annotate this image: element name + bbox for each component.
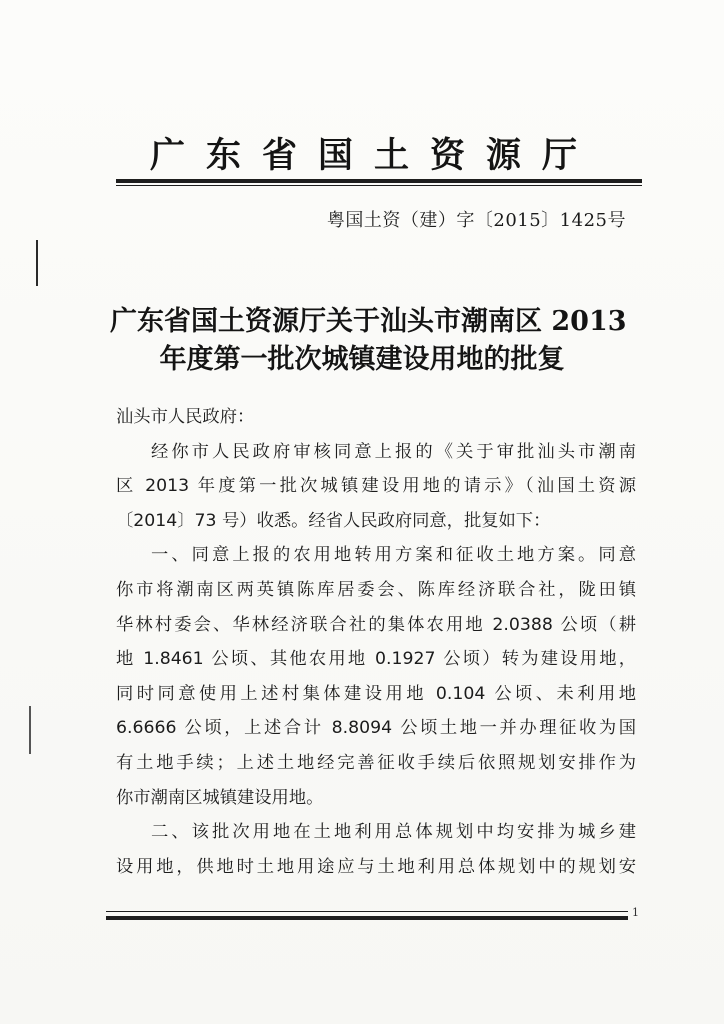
page-number: 1 <box>632 906 639 919</box>
body-line: 经你市人民政府审核同意上报的《关于审批汕头市潮南 <box>151 441 636 462</box>
letterhead-agency-name: 广东省国土资源厅 <box>150 135 599 176</box>
document-title-line: 年度第一批次城镇建设用地的批复 <box>159 344 565 375</box>
letterhead-rule-thick <box>116 179 642 183</box>
footer-rule-thick <box>106 916 628 920</box>
body-line: 有土地手续；上述土地经完善征收手续后依照规划安排作为 <box>116 752 636 773</box>
scan-artifact-mark <box>29 706 31 754</box>
document-body <box>116 400 636 884</box>
body-line: 地 1.8461 公顷、其他农用地 0.1927 公顷）转为建设用地， <box>116 649 636 670</box>
body-line: 〔2014〕73 号）收悉。经省人民政府同意，批复如下： <box>116 510 551 531</box>
body-line: 一、同意上报的农用地转用方案和征收土地方案。同意 <box>151 545 636 566</box>
body-line: 同时同意使用上述村集体建设用地 0.104 公顷、未利用地 <box>116 683 636 704</box>
letterhead-rule-thin <box>116 185 642 186</box>
body-line: 华林村委会、华林经济联合社的集体农用地 2.0388 公顷（耕 <box>116 614 636 635</box>
document-number: 粤国土资（建）字〔2015〕1425号 <box>326 210 626 231</box>
document-title <box>110 303 627 379</box>
footer-rule-thin <box>106 911 628 912</box>
body-line: 你市潮南区城镇建设用地。 <box>116 787 324 808</box>
body-line: 6.6666 公顷，上述合计 8.8094 公顷土地一并办理征收为国 <box>116 718 636 739</box>
body-line: 区 2013 年度第一批次城镇建设用地的请示》（汕国土资源 <box>116 476 636 497</box>
body-line: 你市将潮南区两英镇陈库居委会、陈库经济联合社，陇田镇 <box>116 579 636 600</box>
body-line: 二、该批次用地在土地利用总体规划中均安排为城乡建 <box>151 822 636 843</box>
salutation: 汕头市人民政府： <box>116 407 255 427</box>
body-line: 设用地，供地时土地用途应与土地利用总体规划中的规划安 <box>116 856 636 877</box>
document-title-line: 广东省国土资源厅关于汕头市潮南区 2013 <box>110 306 627 337</box>
scan-artifact-mark <box>36 240 38 286</box>
